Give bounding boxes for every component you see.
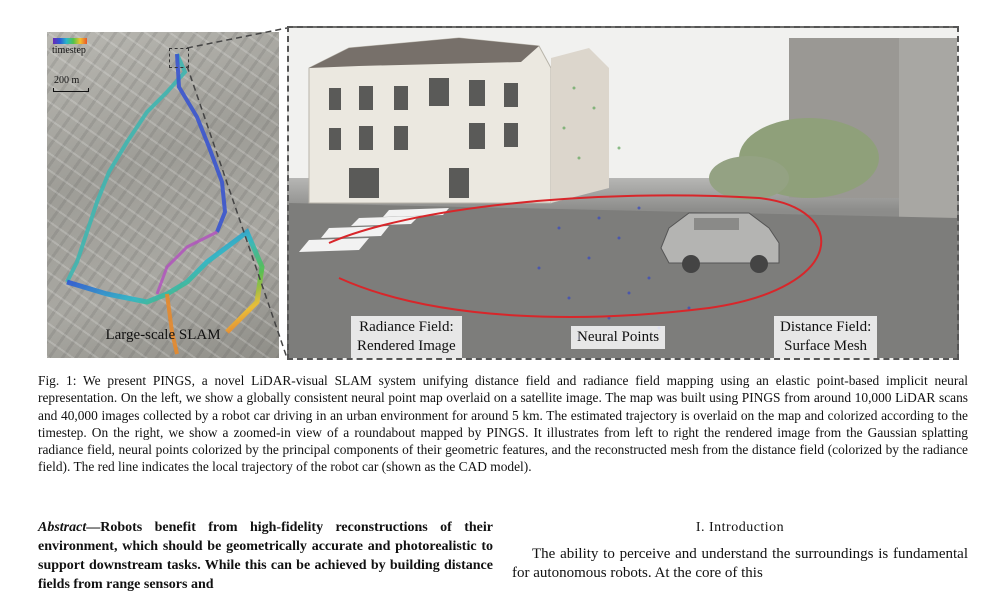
panel-label-neural-points: Neural Points [571, 326, 665, 349]
abstract-text: Robots benefit from high-fidelity reconstructions of their environment, which should be geometrically accurate and photorealistic to support downstream tasks. While this can be achieved by building distance fields from range sensors and [38, 520, 493, 592]
scene-illustration [289, 28, 957, 358]
abstract-dash: — [86, 520, 101, 535]
abstract-heading: Abstract [38, 520, 87, 535]
introduction-section [512, 518, 968, 583]
roundabout-scene-panel [287, 26, 959, 360]
abstract [38, 518, 493, 594]
figure-caption: Fig. 1: We present PINGS, a novel LiDAR-visual SLAM system unifying distance field and radiance field mapping using an elastic point-based implicit neural representation. On the left, we show a globally consistent neural point map overlaid on a satellite image. The map was built using PINGS from around 10,000 LiDAR scans and 40,000 images collected by a robot car driving in an urban environment for around 5 km. The estimated trajectory is overlaid on the map and colorized according to the timestep. On the right, we show a zoomed-in view of a roundabout mapped by PINGS. It illustrates from left to right the rendered image from the Gaussian splatting radiance field, neural points colorized by the principal components of their geometric features, and the reconstructed mesh from the distance field (colorized by the radiance field). The red line indicates the local trajectory of the robot car (shown as the CAD model). [38, 373, 968, 475]
scale-label: 200 m [54, 75, 80, 86]
section-title: I. Introduction [695, 520, 785, 535]
panel-label-slam: Large-scale SLAM [105, 327, 221, 343]
radiance-label-line1: Radiance Field: [359, 319, 454, 335]
timestep-label: timestep [52, 45, 86, 56]
radiance-label-line2: Rendered Image [357, 338, 456, 354]
panel-label-radiance [351, 316, 462, 358]
panel-label-distance [774, 316, 877, 358]
distance-label-line1: Distance Field: [780, 319, 872, 335]
introduction-text: The ability to perceive and understand the surroundings is fundamental for autonomous robots. At the core of this [512, 546, 968, 581]
distance-label-line2: Surface Mesh [784, 338, 868, 354]
